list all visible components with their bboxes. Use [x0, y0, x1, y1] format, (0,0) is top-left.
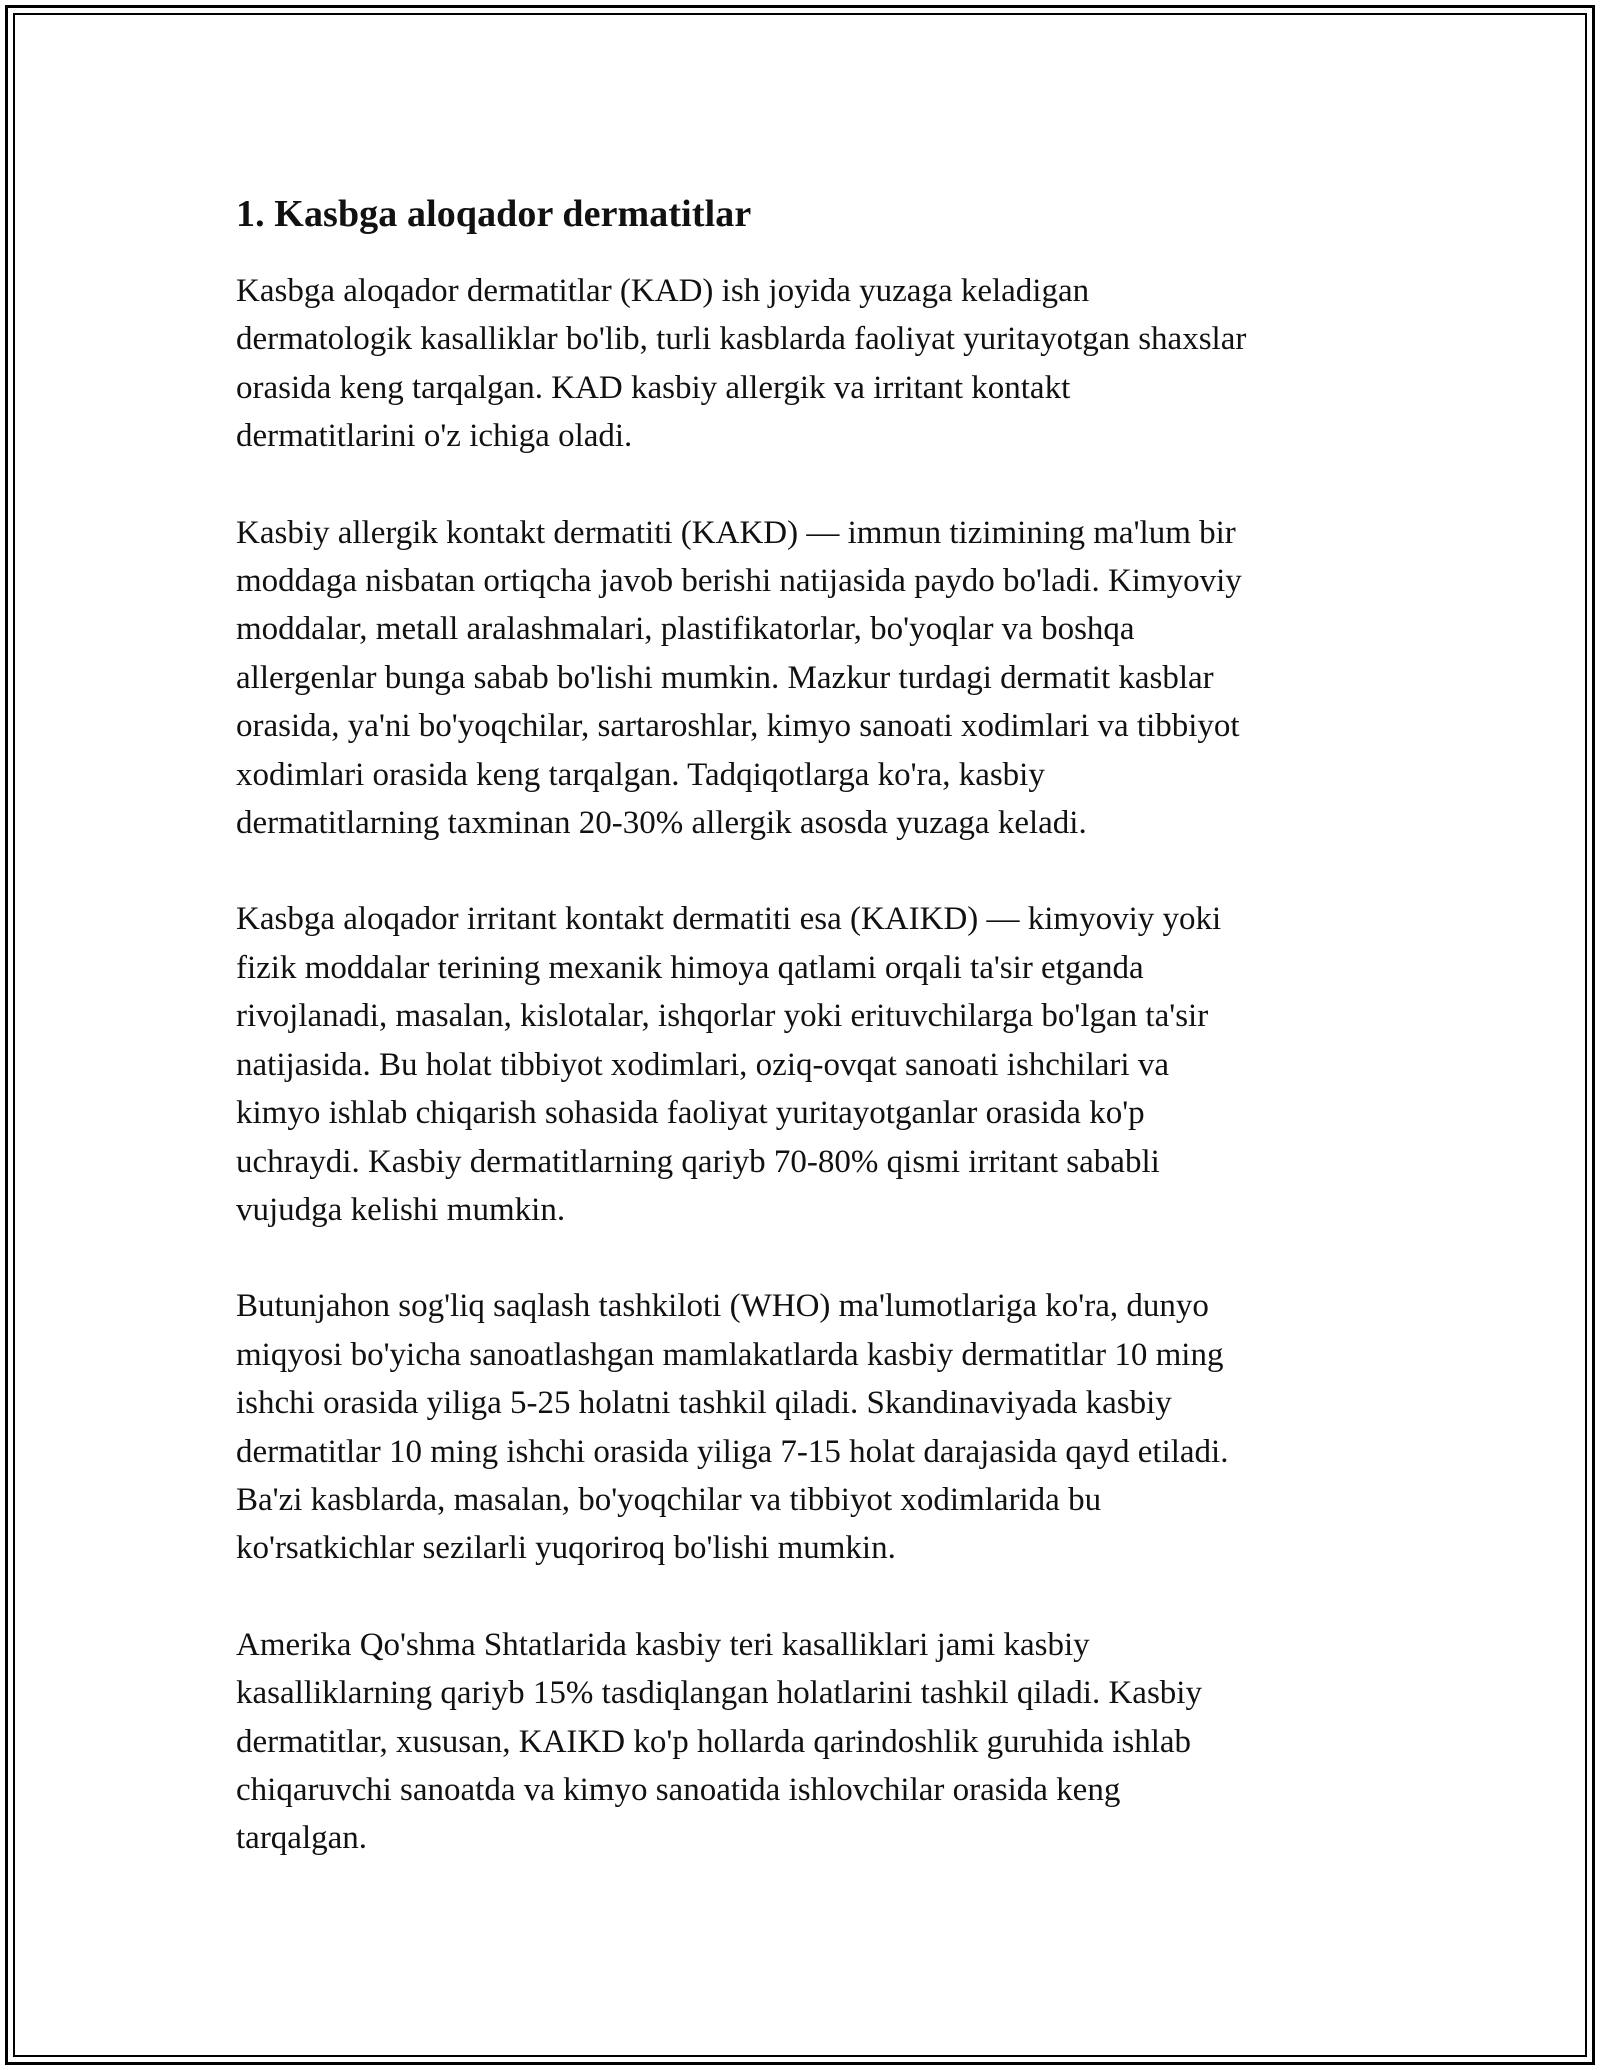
paragraph-who-statistics: Butunjahon sog'liq saqlash tashkiloti (WHO) ma'lumotlariga ko'ra, dunyo miqyosi bo'yicha sanoatlashgan mamlakatlarda kasbiy dermatitlar 10 ming ishchi orasida yiliga 5-25 holatni tashkil qiladi. Skandinaviyada kasbiy dermatitlar 10 ming ishchi orasida yiliga 7-15 holat darajasida qayd etiladi. Ba'zi kasblarda, masalan, bo'yoqchilar va tibbiyot xodimlarida bu ko'rsatkichlar sezilarli yuqoriroq bo'lishi mumkin. — [236, 1288, 1229, 1567]
paragraph-kakd: Kasbiy allergik kontakt dermatiti (KAKD) — immun tizimining ma'lum bir moddaga nisbatan ortiqcha javob berishi natijasida paydo bo'ladi. Kimyoviy moddalar, metall aralashmalari, plastifikatorlar, bo'yoqlar va boshqa allergenlar bunga sabab bo'lishi mumkin. Mazkur turdagi dermatit kasblar orasida, ya'ni bo'yoqchilar, sartaroshlar, kimyo sanoati xodimlari va tibbiyot xodimlari orasida keng tarqalgan. Tadqiqotlarga ko'ra, kasbiy dermatitlarning taxminan 20-30% allergik asosda yuzaga keladi. — [236, 514, 1242, 842]
section-heading: 1. Kasbga aloqador dermatitlar — [236, 193, 752, 235]
document-body — [236, 188, 1366, 1911]
paragraph-kad-intro: Kasbga aloqador dermatitlar (KAD) ish joyida yuzaga keladigan dermatologik kasalliklar bo'lib, turli kasblarda faoliyat yuritayotgan shaxslar orasida keng tarqalgan. KAD kasbiy allergik va irritant kontakt dermatitlarini o'z ichiga oladi. — [236, 273, 1247, 455]
paragraph-kaikd: Kasbga aloqador irritant kontakt dermatiti esa (KAIKD) — kimyoviy yoki fizik moddalar terining mexanik himoya qatlami orqali ta'sir etganda rivojlanadi, masalan, kislotalar, ishqorlar yoki erituvchilarga bo'lgan ta'sir natijasida. Bu holat tibbiyot xodimlari, oziq-ovqat sanoati ishchilari va kimyo ishlab chiqarish sohasida faoliyat yuritayotganlar orasida ko'p uchraydi. Kasbiy dermatitlarning qariyb 70-80% qismi irritant sababli vujudga kelishi mumkin. — [236, 901, 1222, 1228]
paragraph-usa-statistics: Amerika Qo'shma Shtatlarida kasbiy teri kasalliklari jami kasbiy kasalliklarning qariyb 15% tasdiqlangan holatlarini tashkil qiladi. Kasbiy dermatitlar, xususan, KAIKD ko'p hollarda qarindoshlik guruhida ishlab chiqaruvchi sanoatda va kimyo sanoatida ishlovchilar orasida keng tarqalgan. — [236, 1626, 1202, 1857]
